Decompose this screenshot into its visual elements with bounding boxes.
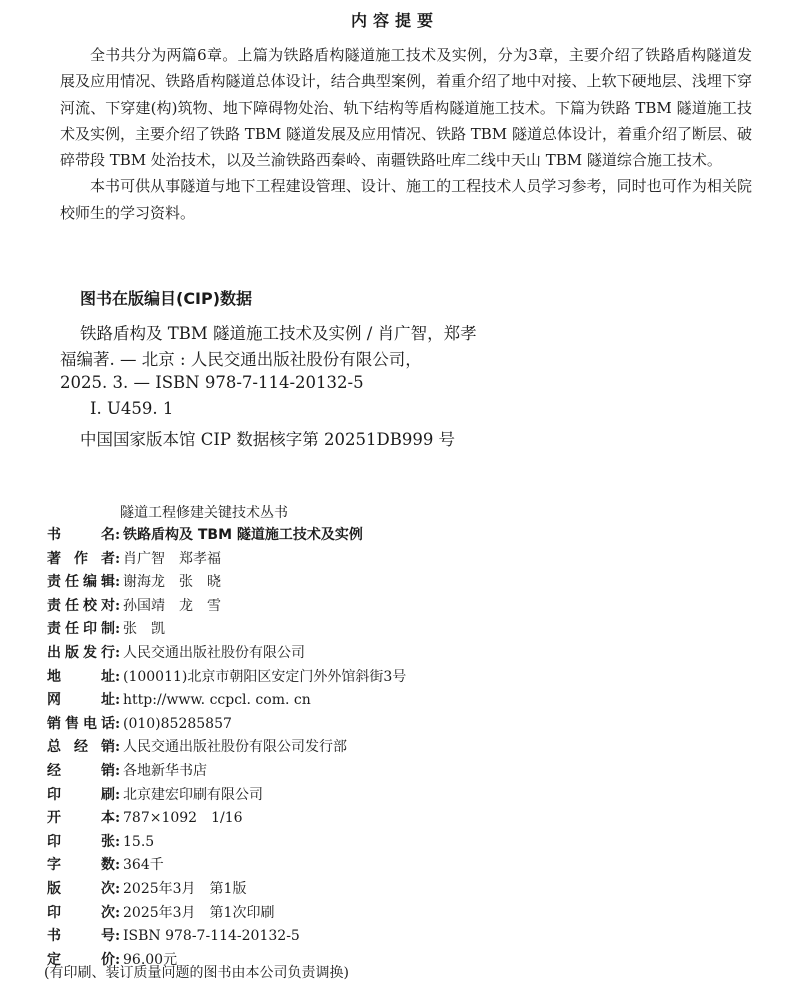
info-label: 责任印制: [47, 621, 115, 638]
info-label: 版次: [47, 880, 115, 897]
info-row: [47, 854, 406, 878]
info-label: 字数: [47, 857, 115, 874]
info-label: 出版发行: [47, 644, 115, 661]
info-value: 北京建宏印刷有限公司: [123, 786, 263, 803]
colon: :: [115, 857, 121, 874]
colon: :: [115, 739, 121, 756]
info-row: [47, 548, 406, 572]
cip-line: 铁路盾构及 TBM 隧道施工技术及实例 / 肖广智，郑孝: [80, 324, 477, 343]
info-value: http://www. ccpcl. com. cn: [123, 692, 311, 709]
info-label: 开本: [47, 810, 115, 827]
info-value: 364千: [123, 857, 164, 874]
info-value: ISBN 978-7-114-20132-5: [123, 928, 300, 945]
colon: :: [115, 762, 121, 779]
series-name: 隧道工程修建关键技术丛书: [120, 505, 288, 521]
colon: :: [115, 833, 121, 850]
info-value: 孙国靖 龙 雪: [123, 597, 221, 614]
info-row: [47, 878, 406, 902]
info-row: [47, 524, 406, 548]
info-value: 肖广智 郑孝福: [123, 550, 221, 567]
info-value: 2025年3月 第1次印刷: [123, 904, 275, 921]
colon: :: [115, 904, 121, 921]
info-value: 人民交通出版社股份有限公司: [123, 644, 305, 661]
cip-line: Ⅰ. U459. 1: [90, 399, 174, 418]
info-row: [47, 925, 406, 949]
info-label: 地址: [47, 668, 115, 685]
info-row: [47, 902, 406, 926]
colon: :: [115, 880, 121, 897]
info-label: 定价: [47, 951, 115, 968]
info-label: 总经销: [47, 739, 115, 756]
colon: :: [115, 574, 121, 591]
info-row: [47, 618, 406, 642]
info-row: [47, 784, 406, 808]
info-label: 网址: [47, 692, 115, 709]
info-label: 书名: [47, 527, 115, 543]
info-row: [47, 571, 406, 595]
info-value: 谢海龙 张 晓: [123, 574, 221, 591]
colon: :: [115, 692, 121, 709]
info-row: [47, 666, 406, 690]
colon: :: [115, 668, 121, 685]
info-value: 各地新华书店: [123, 762, 207, 779]
info-value: 张 凯: [123, 621, 165, 638]
info-label: 责任编辑: [47, 574, 115, 591]
summary-text: [60, 42, 752, 226]
info-row: [47, 760, 406, 784]
info-label: 著作者: [47, 550, 115, 567]
info-row: [47, 831, 406, 855]
info-label: 印张: [47, 833, 115, 850]
colon: :: [115, 810, 121, 827]
colon: :: [115, 786, 121, 803]
info-value: 铁路盾构及 TBM 隧道施工技术及实例: [123, 527, 363, 543]
colon: :: [115, 928, 121, 945]
info-row: [47, 713, 406, 737]
info-value: 2025年3月 第1版: [123, 880, 247, 897]
colon: :: [115, 527, 121, 543]
info-label: 责任校对: [47, 597, 115, 614]
info-row: [47, 595, 406, 619]
colon: :: [115, 644, 121, 661]
info-row: [47, 689, 406, 713]
info-value: (100011)北京市朝阳区安定门外外馆斜街3号: [123, 668, 407, 685]
quality-note: (有印刷、装订质量问题的图书由本公司负责调换): [44, 965, 349, 981]
cip-line: 福编著. — 北京 : 人民交通出版社股份有限公司，: [60, 350, 422, 369]
summary-paragraph: 全书共分为两篇6章。上篇为铁路盾构隧道施工技术及实例，分为3章，主要介绍了铁路盾构隧道发展及应用情况、铁路盾构隧道总体设计，结合典型案例，着重介绍了地中对接、上软下硬地层、浅埋下穿河流、下穿建(构)筑物、地下障碍物处治、轨下结构等盾构隧道施工技术。下篇为铁路 TBM 隧道施工技术及实例，主要介绍了铁路 TBM 隧道发展及应用情况、铁路 TBM 隧道总体设计，着重介绍了断层、破碎带段 TBM 处治技术，以及兰渝铁路西秦岭、南疆铁路吐库二线中天山 TBM 隧道综合施工技术。: [60, 46, 752, 170]
info-value: 15.5: [123, 833, 155, 850]
info-label: 销售电话: [47, 715, 115, 732]
colon: :: [115, 597, 121, 614]
info-value: (010)85285857: [123, 715, 232, 732]
cip-line: 中国国家版本馆 CIP 数据核字第 20251DB999 号: [80, 430, 456, 449]
colon: :: [115, 621, 121, 638]
publication-info: [47, 524, 406, 972]
info-value: 787×1092 1/16: [123, 810, 243, 827]
colon: :: [115, 550, 121, 567]
info-row: [47, 736, 406, 760]
colon: :: [115, 715, 121, 732]
info-label: 印刷: [47, 786, 115, 803]
summary-title: 内容提要: [350, 11, 439, 30]
cip-heading: 图书在版编目(CIP)数据: [80, 289, 253, 308]
cip-line: 2025. 3. — ISBN 978-7-114-20132-5: [60, 373, 364, 392]
colon: :: [115, 951, 121, 968]
info-value: 人民交通出版社股份有限公司发行部: [123, 739, 347, 756]
info-row: [47, 807, 406, 831]
info-label: 书号: [47, 928, 115, 945]
info-label: 经销: [47, 762, 115, 779]
info-row: [47, 642, 406, 666]
info-value: 96.00元: [123, 951, 178, 968]
summary-paragraph: 本书可供从事隧道与地下工程建设管理、设计、施工的工程技术人员学习参考，同时也可作为相关院校师生的学习资料。: [60, 177, 752, 222]
info-label: 印次: [47, 904, 115, 921]
